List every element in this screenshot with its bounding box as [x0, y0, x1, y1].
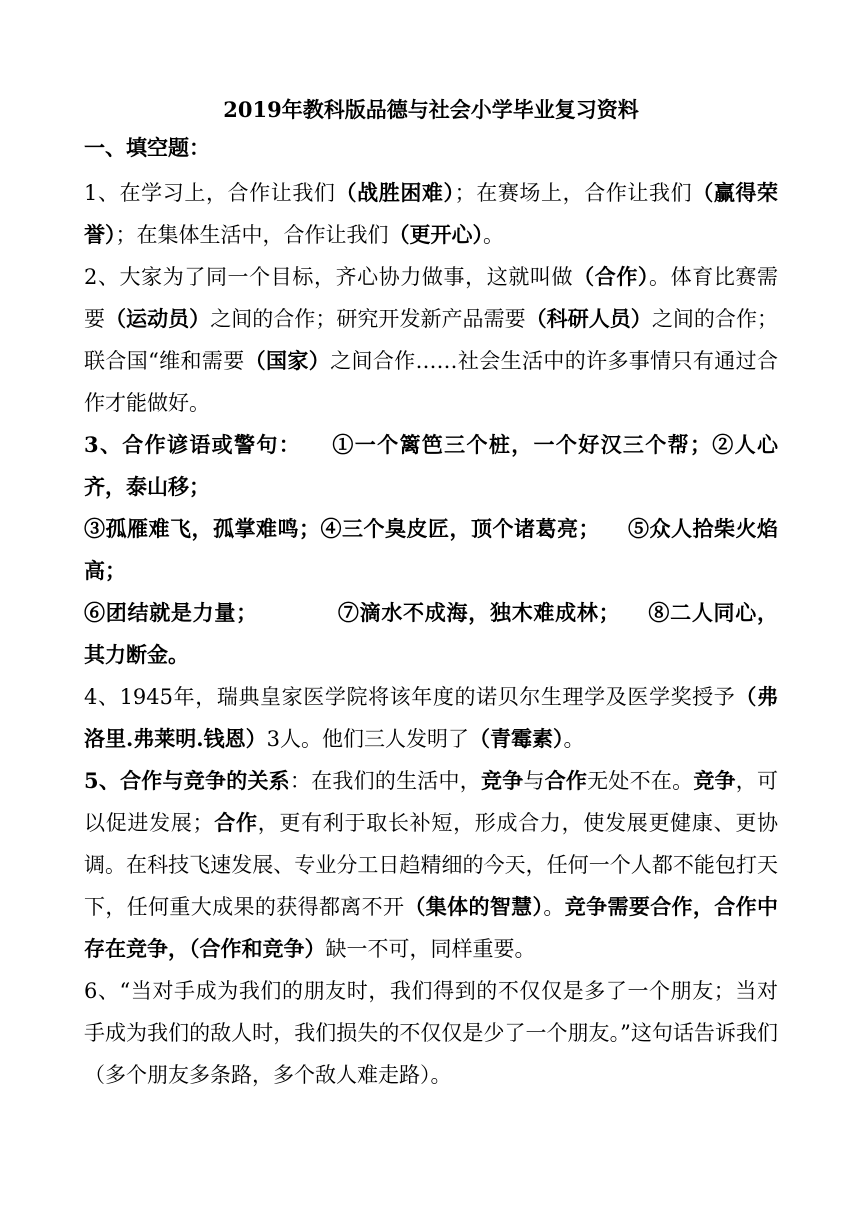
proverb-3-4: ③孤雁难飞，孤掌难鸣；④三个臭皮匠，顶个诸葛亮；	[84, 516, 600, 541]
q5-text-3: 无处不在。	[587, 769, 694, 793]
proverb-1-2: ①一个篱笆三个桩，一个好汉三个帮；②人心齐，泰山移；	[84, 432, 778, 499]
q2-answer-3: （科研人员）	[525, 306, 652, 331]
q5-bold-2: 合作	[544, 768, 588, 793]
q4-text-3: 。	[563, 727, 585, 751]
q2-answer-4: （国家）	[244, 348, 331, 373]
q5-text-2: 与	[523, 769, 545, 793]
q4-text-2: 3人。他们三人发明了	[266, 727, 469, 751]
question-3-line-3	[84, 592, 778, 676]
q6-answer-1: （多个朋友多条路，多个敌人难走路）	[84, 1063, 431, 1087]
q1-text-4: 。	[483, 223, 504, 247]
q4-answer-1: （弗洛里.弗莱明.钱恩）	[84, 684, 778, 751]
q5-text-5: ，更有利于取长补短，形成合力，使发展更健康、更协调。在科技飞速发展、专业分工日趋精细的今天，任何一个人都不能包打天下，任何重大成果的获得都离不开	[84, 811, 779, 919]
q2-text-5: 之间合作……社会生活中的许多事情只有通过合作才能做好。	[84, 349, 778, 415]
document-title: 2019年教科版品德与社会小学毕业复习资料	[223, 97, 639, 122]
q5-bold-3: 竞争	[693, 768, 736, 793]
q5-text-7: 缺一不可，同样重要。	[325, 937, 536, 961]
document-page	[84, 92, 778, 1096]
q5-text-6: 。	[543, 895, 565, 919]
q6-text: 6、“当对手成为我们的朋友时，我们得到的不仅仅是多了一个朋友；当对手成为我们的敌人时，我们损失的不仅仅是少了一个朋友。”这句话告诉我们	[84, 979, 778, 1045]
q2-text-3: 之间的合作；研究开发新产品需要	[210, 307, 526, 331]
q5-label: 5、合作与竞争的关系	[84, 768, 290, 793]
q5-bold-5: 竞争需要合作，合作中存在竞争，（合作和竞争）	[84, 894, 778, 961]
q6-text-2: 。	[430, 1063, 452, 1087]
proverb-7: ⑦滴水不成海，独木难成林；	[337, 600, 620, 625]
section-heading-fill-in: 一、填空题：	[84, 135, 210, 160]
q1-answer-1: （战胜困难）	[335, 180, 455, 205]
q1-answer-2: （赢得荣誉）	[84, 180, 779, 247]
q4-text: 4、1945年，瑞典皇家医学院将该年度的诺贝尔生理学及医学奖授予	[84, 685, 736, 709]
q1-text: 1、在学习上，合作让我们	[84, 181, 336, 205]
question-3	[84, 424, 778, 508]
q2-answer-1: （合作）	[573, 264, 650, 289]
question-2	[84, 256, 778, 424]
q5-text-4: ，可以促进发展；	[84, 769, 779, 835]
q5-bold-4: 合作	[213, 810, 258, 835]
proverb-5: ⑤众人拾柴火焰高；	[84, 516, 778, 583]
q5-bold-1: 竞争	[481, 768, 524, 793]
q1-text-3: ；在集体生活中，合作让我们	[115, 223, 389, 247]
question-1	[84, 172, 778, 256]
q2-text: 2、大家为了同一个目标，齐心协力做事，这就叫做	[84, 265, 574, 289]
q2-text-4: 之间的合作；联合国“维和需要	[84, 307, 778, 373]
q1-answer-3: （更开心）	[388, 222, 483, 247]
proverb-8: ⑧二人同心，其力断金。	[84, 600, 779, 667]
question-5	[84, 760, 778, 970]
q5-text: ：在我们的生活中，	[289, 769, 481, 793]
question-3-line-2	[84, 508, 778, 592]
q4-answer-2: （青霉素）	[469, 726, 564, 751]
proverb-6: ⑥团结就是力量；	[84, 600, 258, 625]
q2-answer-2: （运动员）	[105, 306, 211, 331]
q3-label: 3、合作谚语或警句：	[84, 432, 302, 457]
question-6	[84, 970, 778, 1096]
q5-answer-1: （集体的智慧）	[404, 894, 544, 919]
question-4	[84, 676, 778, 760]
q2-text-2: 。体育比赛需要	[84, 265, 779, 331]
q1-text-2: ；在赛场上，合作让我们	[454, 181, 693, 205]
